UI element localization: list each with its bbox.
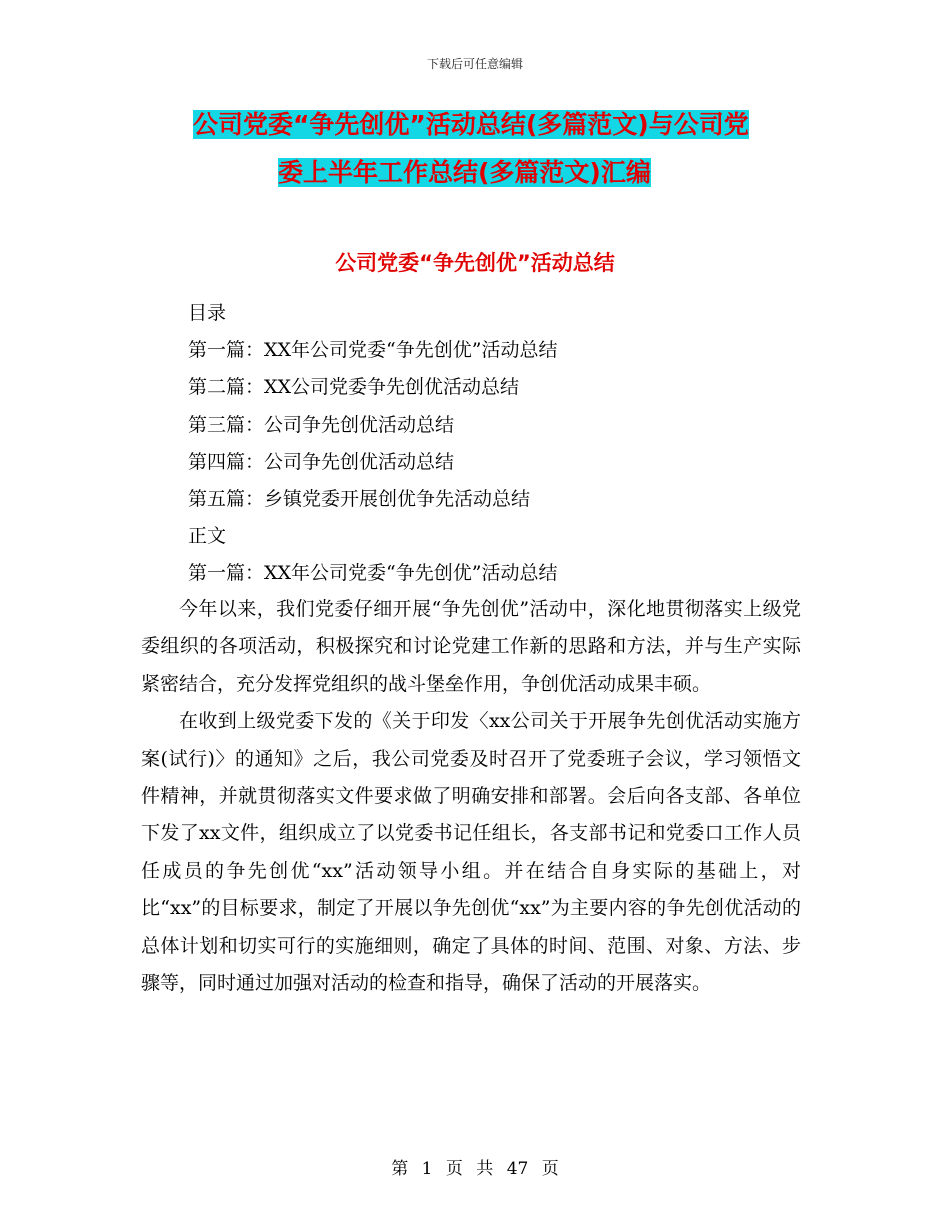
main-title-line-2: [278, 156, 651, 190]
paragraph: 在收到上级党委下发的《关于印发〈xx公司关于开展争先创优活动实施方案(试行)〉的通知》之后，我公司党委及时召开了党委班子会议，学习领悟文件精神，并就贯彻落实文件要求做了明确安排和部署。会后向各支部、各单位下发了xx文件，组织成立了以党委书记任组长，各支部书记和党委口工作人员任成员的争先创优“xx”活动领导小组。并在结合自身实际的基础上，对比“xx”的目标要求，制定了开展以争先创优“xx”为主要内容的争先创优活动的总体计划和切实可行的实施细则，确定了具体的时间、范围、对象、方法、步骤等，同时通过加强对活动的检查和指导，确保了活动的开展落实。: [141, 710, 801, 995]
section-title: 公司党委“争先创优”活动总结: [335, 251, 615, 275]
table-of-contents: [188, 295, 557, 593]
first-article-heading: 第一篇：XX年公司党委“争先创优”活动总结: [188, 562, 558, 585]
body-label: 正文: [188, 525, 227, 548]
page-number-footer: 第 1 页 共 47 页: [391, 1159, 559, 1179]
header-note: 下载后可任意编辑: [426, 57, 523, 71]
toc-item: 第五篇：乡镇党委开展创优争先活动总结: [188, 488, 531, 511]
toc-item: 第三篇：公司争先创优活动总结: [188, 413, 455, 436]
main-title-line-1: [193, 108, 749, 142]
toc-item: 第四篇：公司争先创优活动总结: [188, 450, 455, 473]
article-body: [141, 591, 801, 1002]
main-title-line-1-text: 公司党委“争先创优”活动总结(多篇范文)与公司党: [193, 110, 749, 139]
toc-heading: 目录: [188, 302, 227, 324]
paragraph: 今年以来，我们党委仔细开展“争先创优”活动中，深化地贯彻落实上级党委组织的各项活动，积极探究和讨论党建工作新的思路和方法，并与生产实际紧密结合，充分发挥党组织的战斗堡垒作用，争创优活动成果丰硕。: [141, 598, 801, 695]
toc-item: 第二篇：XX公司党委争先创优活动总结: [188, 376, 520, 399]
toc-item: 第一篇：XX年公司党委“争先创优”活动总结: [188, 339, 558, 362]
main-title-line-2-text: 委上半年工作总结(多篇范文)汇编: [278, 158, 651, 187]
